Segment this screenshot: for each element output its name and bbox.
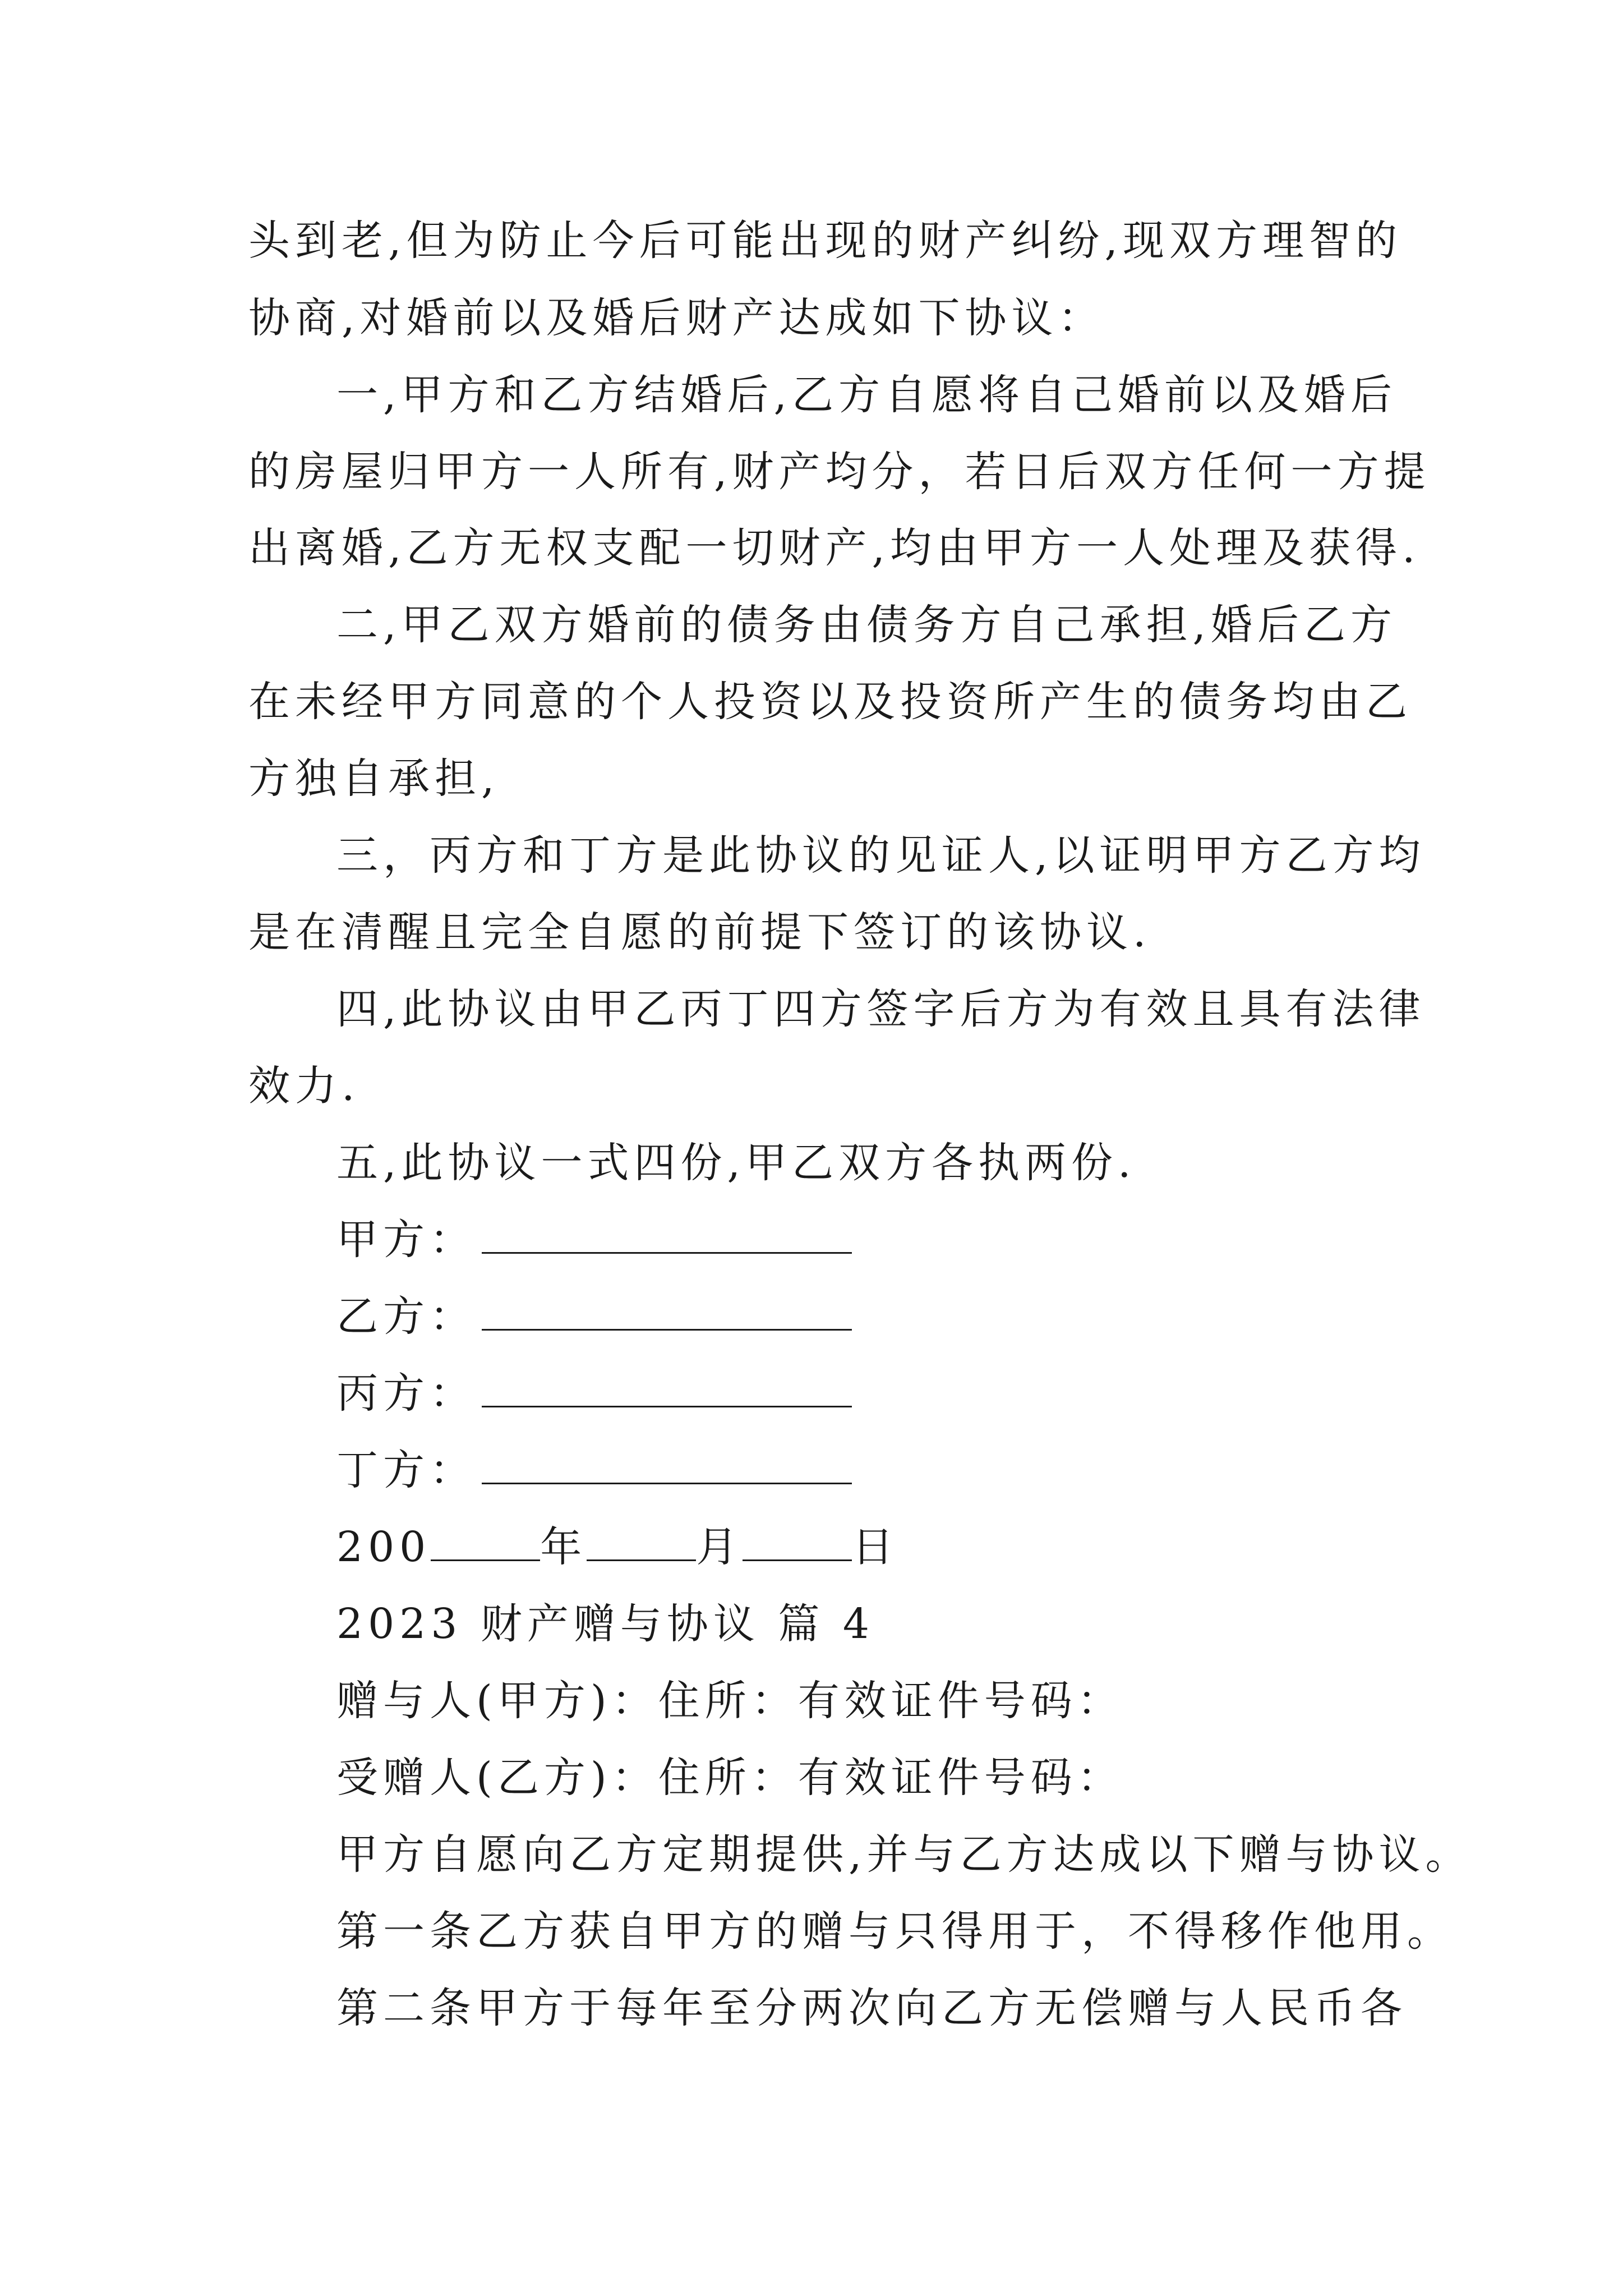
date-blank	[587, 1543, 696, 1561]
clause-one-line: 的房屋归甲方一人所有,财产均分，若日后双方任何一方提	[248, 448, 1431, 496]
clause-four-line: 四,此协议由甲乙丙丁四方签字后方为有效且具有法律	[336, 985, 1426, 1033]
signature-blank	[482, 1460, 852, 1484]
date-blank	[431, 1543, 540, 1561]
clause-two-line: 在未经甲方同意的个人投资以及投资所产生的债务均由乙	[248, 678, 1412, 726]
signature-line-party-b	[336, 1292, 852, 1341]
clause-two-line: 二,甲乙双方婚前的债务由债务方自己承担,婚后乙方	[336, 601, 1398, 649]
signature-blank	[482, 1383, 852, 1407]
clause-three-line: 三，丙方和丁方是此协议的见证人,以证明甲方乙方均	[336, 831, 1426, 880]
clause-five-line: 五,此协议一式四份,甲乙双方各执两份.	[336, 1139, 1136, 1187]
signature-label: 丁方：	[336, 1446, 476, 1494]
date-month-label: 月	[696, 1523, 743, 1571]
signature-line-party-d	[336, 1446, 852, 1494]
signature-line-party-c	[336, 1369, 852, 1418]
clause-four-line: 效力.	[248, 1062, 360, 1110]
recipient-line: 受赠人(乙方)：住所：有效证件号码：	[336, 1754, 1124, 1802]
signature-label: 甲方：	[336, 1216, 476, 1264]
date-year-prefix: 200	[336, 1523, 431, 1571]
signature-label: 乙方：	[336, 1292, 476, 1341]
clause-two-line: 方独自承担,	[248, 754, 500, 803]
section-title: 2023 财产赠与协议 篇 4	[336, 1600, 874, 1648]
article-two-line: 第二条甲方于每年至分两次向乙方无偿赠与人民币各	[336, 1984, 1407, 2032]
clause-one-line: 出离婚,乙方无权支配一切财产,均由甲方一人处理及获得.	[248, 524, 1421, 572]
date-day-label: 日	[852, 1523, 899, 1571]
agreement-intro-line: 甲方自愿向乙方定期提供,并与乙方达成以下赠与协议。	[336, 1830, 1472, 1879]
body-paragraph-line: 协商,对婚前以及婚后财产达成如下协议：	[248, 294, 1105, 342]
donor-line: 赠与人(甲方)：住所：有效证件号码：	[336, 1677, 1124, 1725]
clause-one-line: 一,甲方和乙方结婚后,乙方自愿将自己婚前以及婚后	[336, 371, 1398, 419]
signature-blank	[482, 1230, 852, 1254]
body-paragraph-line: 头到老,但为防止今后可能出现的财产纠纷,现双方理智的	[248, 217, 1403, 265]
date-line	[336, 1523, 899, 1571]
signature-label: 丙方：	[336, 1369, 476, 1418]
signature-line-party-a	[336, 1216, 852, 1264]
signature-blank	[482, 1306, 852, 1331]
date-year-label: 年	[540, 1523, 587, 1571]
date-blank	[743, 1543, 852, 1561]
article-one-line: 第一条乙方获自甲方的赠与只得用于，不得移作他用。	[336, 1907, 1454, 1955]
clause-three-line: 是在清醒且完全自愿的前提下签订的该协议.	[248, 908, 1151, 956]
